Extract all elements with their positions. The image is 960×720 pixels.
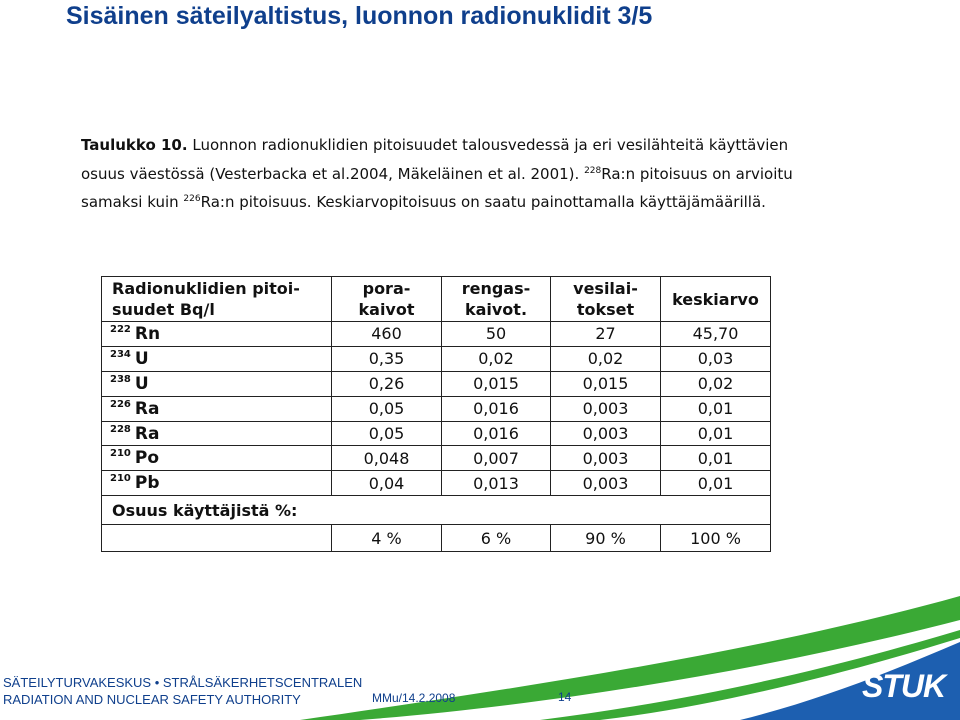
header-nuclide: [102, 277, 332, 322]
mass-number: 210: [110, 473, 131, 485]
caption-text-1: Luonnon radionuklidien pitoisuudet talousvedessä ja eri vesilähteitä käyttävien osuus väestössä (Vesterbacka et al.2004, Mäkeläinen et al. 2001).: [81, 136, 789, 183]
cell-vesilaitokset: 0,003: [551, 471, 661, 496]
element-symbol: Rn: [134, 323, 161, 344]
cell-keskiarvo: 0,01: [661, 421, 771, 446]
cell-vesilaitokset: 0,015: [551, 371, 661, 396]
cell-keskiarvo: 0,01: [661, 446, 771, 471]
element-symbol: Ra: [134, 398, 160, 419]
cell-rengas: 0,013: [442, 471, 551, 496]
element-symbol: U: [134, 373, 149, 394]
caption-label: Taulukko 10.: [81, 136, 188, 154]
table-row: [102, 446, 771, 471]
mass-number: 238: [110, 373, 131, 385]
footer-org-line1: SÄTEILYTURVAKESKUS • STRÅLSÄKERHETSCENTRALEN: [3, 675, 363, 690]
cell-pora: 0,05: [332, 421, 442, 446]
element-symbol: U: [134, 348, 149, 369]
header-keskiarvo: keskiarvo: [661, 277, 771, 322]
cell-pora: 0,35: [332, 346, 442, 371]
table-caption: [81, 131, 801, 217]
table-row: [102, 371, 771, 396]
mass-number: 222: [110, 323, 131, 335]
header-vesilaitokset-line1: vesilai-: [573, 279, 638, 298]
nuclide-cell: [102, 322, 332, 347]
cell-rengas: 0,016: [442, 396, 551, 421]
cell-vesilaitokset: 27: [551, 322, 661, 347]
share-rengas: 6 %: [442, 525, 551, 552]
nuclide-cell: [102, 396, 332, 421]
radionuclide-table-wrapper: [101, 276, 771, 552]
header-vesilaitokset: [551, 277, 661, 322]
element-symbol: Po: [134, 448, 160, 469]
table-row: [102, 322, 771, 347]
cell-pora: 0,04: [332, 471, 442, 496]
cell-pora: 0,048: [332, 446, 442, 471]
mass-number: 234: [110, 348, 131, 360]
cell-vesilaitokset: 0,003: [551, 446, 661, 471]
nuclide-cell: [102, 471, 332, 496]
cell-keskiarvo: 0,03: [661, 346, 771, 371]
caption-sup-1: 228: [584, 165, 602, 176]
share-empty-cell: [102, 525, 332, 552]
header-nuclide-line1: Radionuklidien pitoi-: [112, 279, 300, 298]
table-header-row: [102, 277, 771, 322]
caption-text-3: Ra:n pitoisuus. Keskiarvopitoisuus on saatu painottamalla käyttäjämäärillä.: [200, 193, 766, 211]
nuclide-cell: [102, 371, 332, 396]
cell-vesilaitokset: 0,003: [551, 421, 661, 446]
mass-number: 226: [110, 398, 131, 410]
table-row: [102, 421, 771, 446]
table-row: [102, 471, 771, 496]
header-rengaskaivot: [442, 277, 551, 322]
share-vesilaitokset: 90 %: [551, 525, 661, 552]
table-row: [102, 396, 771, 421]
nuclide-cell: [102, 446, 332, 471]
header-vesilaitokset-line2: tokset: [576, 300, 635, 319]
share-label: Osuus käyttäjistä %:: [102, 496, 771, 525]
element-symbol: Ra: [134, 423, 160, 444]
cell-pora: 0,05: [332, 396, 442, 421]
table-row: [102, 346, 771, 371]
share-label-row: [102, 496, 771, 525]
header-porakaivot-line1: pora-: [362, 279, 411, 298]
mass-number: 210: [110, 448, 131, 460]
cell-rengas: 0,007: [442, 446, 551, 471]
cell-keskiarvo: 0,02: [661, 371, 771, 396]
header-rengaskaivot-line2: kaivot.: [464, 300, 528, 319]
share-pora: 4 %: [332, 525, 442, 552]
caption-text-2: Ra:n pitoisuus on arvioitu samaksi kuin: [81, 164, 793, 211]
header-rengaskaivot-line1: rengas-: [461, 279, 531, 298]
cell-rengas: 0,015: [442, 371, 551, 396]
element-symbol: Pb: [134, 473, 160, 494]
footer-organization: [3, 674, 362, 708]
nuclide-cell: [102, 421, 332, 446]
radionuclide-table: [101, 276, 771, 552]
cell-keskiarvo: 0,01: [661, 396, 771, 421]
cell-rengas: 0,02: [442, 346, 551, 371]
cell-keskiarvo: 0,01: [661, 471, 771, 496]
cell-vesilaitokset: 0,02: [551, 346, 661, 371]
page-number: 14: [558, 690, 572, 704]
table-body: [102, 322, 771, 552]
stuk-logo: STUK: [862, 668, 946, 704]
share-values-row: [102, 525, 771, 552]
nuclide-cell: [102, 346, 332, 371]
cell-vesilaitokset: 0,003: [551, 396, 661, 421]
cell-rengas: 0,016: [442, 421, 551, 446]
header-porakaivot: [332, 277, 442, 322]
header-porakaivot-line2: kaivot: [358, 300, 415, 319]
mass-number: 228: [110, 423, 131, 435]
caption-sup-2: 226: [183, 194, 201, 204]
footer-org-line2: RADIATION AND NUCLEAR SAFETY AUTHORITY: [3, 692, 301, 707]
cell-keskiarvo: 45,70: [661, 322, 771, 347]
footer-document-code: MMu/14.2.2008: [372, 691, 456, 705]
slide-title: Sisäinen säteilyaltistus, luonnon radionuklidit 3/5: [66, 2, 653, 30]
share-keskiarvo: 100 %: [661, 525, 771, 552]
cell-pora: 0,26: [332, 371, 442, 396]
header-nuclide-line2: suudet Bq/l: [112, 300, 215, 319]
cell-pora: 460: [332, 322, 442, 347]
cell-rengas: 50: [442, 322, 551, 347]
